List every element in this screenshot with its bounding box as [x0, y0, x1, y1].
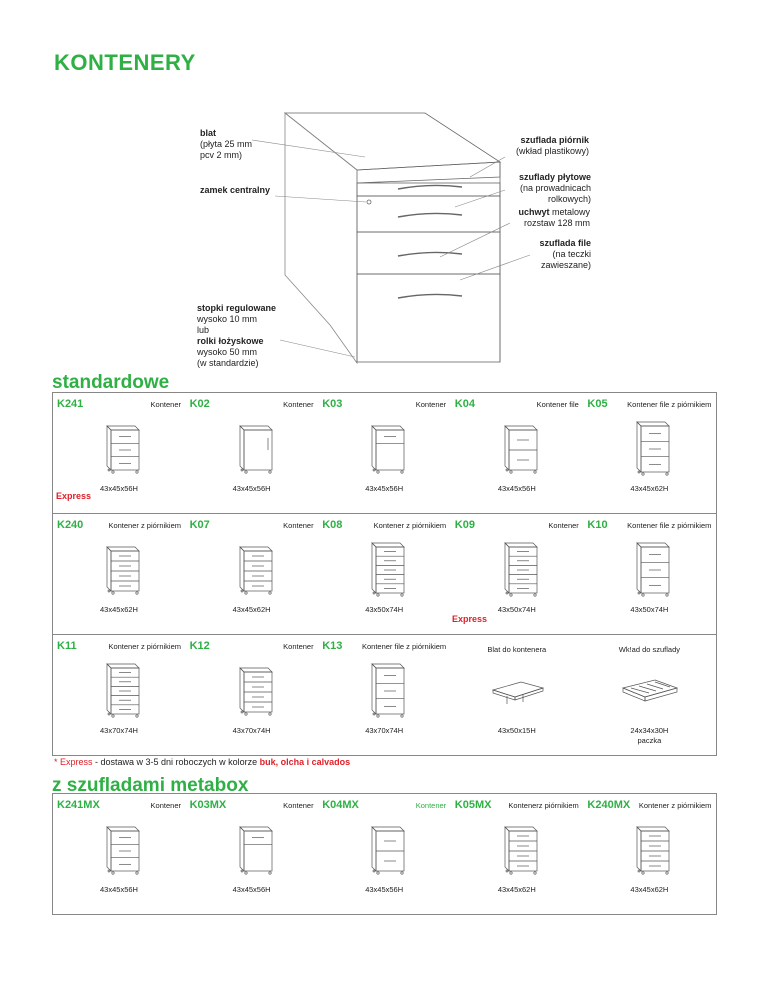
product-dimensions: 43x50x74H [630, 605, 669, 614]
product-code: K05MX [454, 799, 492, 811]
product-row [53, 794, 716, 914]
product-description: Kontener [548, 521, 579, 530]
product-description: Kontener [283, 642, 314, 651]
product-code: K240MX [587, 799, 631, 811]
product-dimensions: 43x50x74H [365, 605, 404, 614]
product-thumbnail [186, 819, 318, 881]
product-thumbnail [583, 539, 715, 601]
product-thumbnail [318, 819, 450, 881]
product-description: Kontener [283, 400, 314, 409]
cabinet-4-drawers-icon [89, 539, 149, 601]
product-cell [186, 393, 318, 513]
product-dimensions: 43x45x56H [100, 484, 138, 493]
callout-plytowe: szuflady płytowe (na prowadnicach rolkowych) [518, 172, 591, 204]
product-code: K04MX [322, 799, 359, 811]
product-dimensions: 43x50x15H [497, 726, 536, 735]
product-thumbnail [53, 819, 185, 881]
product-description: Kontener z piórnikiem [108, 642, 181, 651]
product-code: K240 [57, 519, 84, 531]
cabinet-5-drawers-icon [89, 660, 149, 722]
product-code: K03 [322, 398, 343, 410]
product-code: K07 [189, 519, 210, 531]
product-code: K02 [189, 398, 210, 410]
product-code: K13 [322, 640, 343, 652]
product-dimensions: 43x45x56H [232, 885, 271, 894]
cabinet-diagram-icon [0, 95, 768, 385]
product-cell [583, 794, 715, 914]
product-thumbnail [583, 660, 715, 722]
cabinet-file-icon [354, 819, 414, 881]
callout-zamek: zamek centralny [200, 185, 271, 195]
express-badge-k09: Express [452, 614, 488, 624]
product-dimensions: 43x50x74H [497, 605, 536, 614]
product-dimensions: 43x45x56H [100, 885, 138, 894]
callout-stopki: stopki regulowane wysoko 10 mm lub rolki łożyskowe wysoko 50 mm (w standardzie) [197, 303, 277, 368]
product-dimensions: 43x45x62H [100, 605, 138, 614]
product-thumbnail [186, 418, 318, 480]
product-cell [186, 514, 318, 634]
product-cell [318, 393, 450, 513]
product-cell [318, 794, 450, 914]
product-description: Kontener file [536, 400, 579, 409]
product-thumbnail [53, 660, 185, 722]
product-description: Kontener z piórnikiem [638, 801, 712, 810]
product-thumbnail [583, 418, 715, 480]
cabinet-drawer-door-icon [222, 819, 282, 881]
product-code: K08 [322, 519, 343, 531]
product-thumbnail [318, 539, 450, 601]
callout-uchwyt: uchwyt metalowy rozstaw 128 mm [518, 207, 590, 228]
product-code: K05 [587, 398, 608, 410]
product-description: Kontener [415, 801, 447, 810]
cabinet-file-pencil-icon [354, 660, 414, 722]
section-title-standard: standardowe [52, 372, 170, 393]
product-thumbnail [318, 660, 450, 722]
product-description: Kontener [150, 400, 181, 409]
product-description: Kontener file z piórnikiem [627, 521, 712, 530]
product-thumbnail [318, 418, 450, 480]
product-dimensions: 43x70x74H [232, 726, 271, 735]
cabinet-drawer-door-icon [354, 418, 414, 480]
cabinet-file-icon [487, 418, 547, 480]
cabinet-3-drawers-icon [89, 819, 149, 881]
product-cell [451, 635, 583, 755]
product-cell [53, 635, 185, 755]
product-description: Kontener z piórnikiem [108, 521, 181, 530]
product-cell [186, 635, 318, 755]
product-cell [53, 514, 185, 634]
product-thumbnail [451, 660, 583, 722]
cabinet-4-drawers-icon [222, 660, 282, 722]
callout-piornik: szuflada piórnik (wkład plastikowy) [515, 135, 589, 156]
cabinet-4-drawers-icon [487, 819, 547, 881]
product-code: K241MX [57, 799, 100, 811]
product-thumbnail [186, 539, 318, 601]
product-thumbnail [451, 539, 583, 601]
product-grid-standard [52, 392, 717, 756]
express-badge-k241: Express [56, 491, 92, 501]
product-description: Kontener [283, 521, 314, 530]
product-cell [583, 393, 715, 513]
drawer-insert-icon [619, 660, 679, 722]
product-cell [318, 635, 450, 755]
product-code: K03MX [189, 799, 227, 811]
product-dimensions: 43x70x74H [365, 726, 404, 735]
product-row [53, 393, 716, 514]
product-dimensions: 24x34x30H [630, 726, 669, 735]
product-cell [53, 794, 185, 914]
product-cell [583, 635, 715, 755]
product-code: K11 [57, 640, 77, 652]
product-code: K12 [189, 640, 210, 652]
cabinet-door-icon [222, 418, 282, 480]
product-dimensions: 43x45x56H [365, 885, 404, 894]
cabinet-5-drawers-icon [487, 539, 547, 601]
hero-illustration [0, 95, 768, 385]
product-dimensions: 43x45x62H [630, 484, 669, 493]
cabinet-3-drawers-icon [89, 418, 149, 480]
cabinet-4-drawers-icon [222, 539, 282, 601]
product-description: Blat do kontenera [487, 645, 547, 654]
product-dimensions: 43x70x74H [100, 726, 138, 735]
product-cell [186, 794, 318, 914]
product-description: Kontener [283, 801, 314, 810]
product-description: Kontener file z piórnikiem [361, 642, 447, 651]
product-description: Kontener [415, 400, 447, 409]
product-thumbnail [451, 819, 583, 881]
product-thumbnail [186, 660, 318, 722]
product-code: K241 [57, 398, 84, 410]
desk-top-icon [487, 660, 547, 722]
cabinet-file-pencil-icon [619, 418, 679, 480]
product-cell [583, 514, 715, 634]
product-package-note: paczka [637, 736, 662, 745]
product-cell [318, 514, 450, 634]
page-title: KONTENERY [54, 50, 196, 75]
product-dimensions: 43x45x56H [365, 484, 404, 493]
callout-file: szuflada file (na teczki zawieszane) [539, 238, 591, 270]
callout-blat: blat (płyta 25 mm pcv 2 mm) [200, 128, 253, 160]
product-description: Kontener file z piórnikiem [627, 400, 712, 409]
product-description: Kontener [150, 801, 181, 810]
product-cell [451, 393, 583, 513]
product-thumbnail [451, 418, 583, 480]
product-thumbnail [53, 539, 185, 601]
product-dimensions: 43x45x62H [232, 605, 271, 614]
product-thumbnail [53, 418, 185, 480]
product-row [53, 635, 716, 755]
product-description: Kontenerz piórnikiem [508, 801, 579, 810]
product-dimensions: 43x45x56H [497, 484, 536, 493]
product-code: K10 [587, 519, 608, 531]
section-title-metabox: z szufladami metabox [52, 775, 249, 796]
product-thumbnail [583, 819, 715, 881]
product-dimensions: 43x45x62H [630, 885, 669, 894]
product-cell [451, 794, 583, 914]
product-dimensions: 43x45x62H [497, 885, 536, 894]
product-description: Wk!ad do szuflady [618, 645, 681, 654]
product-description: Kontener z piórnikiem [373, 521, 447, 530]
product-grid-metabox [52, 793, 717, 915]
product-row [53, 514, 716, 635]
cabinet-file-pencil-icon [619, 539, 679, 601]
cabinet-4-drawers-icon [619, 819, 679, 881]
product-code: K09 [454, 519, 475, 531]
product-code: K04 [454, 398, 475, 410]
product-dimensions: 43x45x56H [232, 484, 271, 493]
footnote: * Express - dostawa w 3-5 dni roboczych w kolorze buk, olcha i calvados [54, 757, 351, 767]
cabinet-5-drawers-icon [354, 539, 414, 601]
